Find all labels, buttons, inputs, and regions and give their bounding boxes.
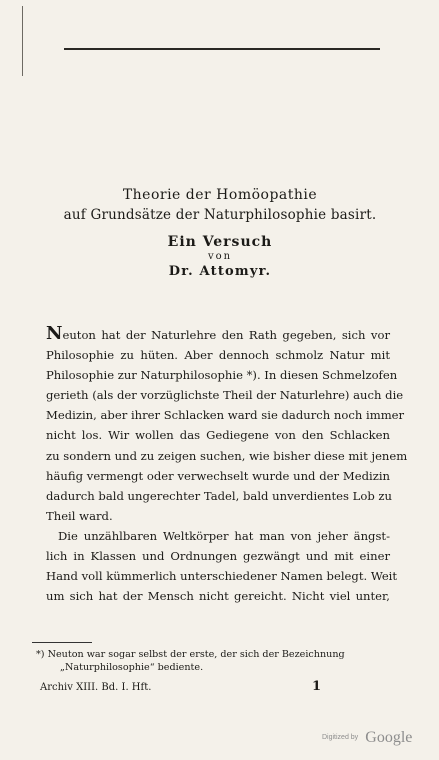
text-line: zu sondern und zu zeigen suchen, wie bisher diese mit jenem bbox=[46, 448, 408, 463]
text-line: lich in Klassen und Ordnungen gezwängt und mit einer bbox=[46, 549, 390, 564]
text-line: dadurch bald ungerechter Tadel, bald unverdientes Lob zu bbox=[46, 488, 393, 503]
text-line: häufig vermengt oder verwechselt wurde und der Medizin bbox=[46, 468, 390, 483]
header-rule bbox=[64, 48, 380, 50]
text-line: Die unzählbaren Weltkörper hat man von jeher ängst- bbox=[58, 528, 390, 543]
text-line: Philosophie zur Naturphilosophie *). In diesen Schmelzofen bbox=[46, 368, 398, 383]
author-name: Dr. Attomyr. bbox=[168, 264, 272, 279]
chapter-title: Theorie der Homöopathie bbox=[122, 187, 318, 203]
watermark-caption: Digitized by bbox=[322, 734, 359, 741]
page-edge-rule bbox=[22, 6, 23, 76]
text-line: Neuton hat der Naturlehre den Rath gegeben, sich vor bbox=[46, 323, 390, 344]
text-line: nicht los. Wir wollen das Gediegene von den Schlacken bbox=[46, 428, 390, 443]
text-line: Medizin, aber ihrer Schlacken ward sie dadurch noch immer bbox=[46, 408, 405, 423]
essay-label: Ein Versuch bbox=[167, 234, 273, 250]
text-line: Philosophie zu hüten. Aber dennoch schmolz Natur mit bbox=[46, 348, 390, 363]
digitized-watermark bbox=[322, 727, 412, 747]
footnote-line: *) Neuton war sogar selbst der erste, der sich der Bezeichnung bbox=[36, 649, 345, 660]
drop-cap: N bbox=[46, 323, 63, 344]
text-line: gerieth (als der vorzüglichste Theil der Naturlehre) auch die bbox=[46, 388, 404, 403]
text-line: um sich hat der Mensch nicht gereicht. Nicht viel unter, bbox=[46, 589, 390, 604]
chapter-subtitle: auf Grundsätze der Naturphilosophie basirt. bbox=[63, 207, 377, 223]
footnote-line: „Naturphilosophie“ bediente. bbox=[60, 662, 204, 673]
footnote-rule bbox=[32, 642, 92, 643]
footnote bbox=[36, 648, 396, 674]
chapter-title-block bbox=[40, 185, 400, 281]
by-label: von bbox=[207, 251, 233, 262]
body-text bbox=[46, 323, 408, 606]
signature-mark: Archiv XIII. Bd. I. Hft. bbox=[40, 682, 152, 693]
google-logo: Google bbox=[365, 728, 413, 746]
text-line: Theil ward. bbox=[46, 508, 113, 523]
text-line: Hand voll kümmerlich unterschiedener Namen belegt. Weit bbox=[46, 569, 398, 584]
page-number: 1 bbox=[312, 679, 322, 694]
